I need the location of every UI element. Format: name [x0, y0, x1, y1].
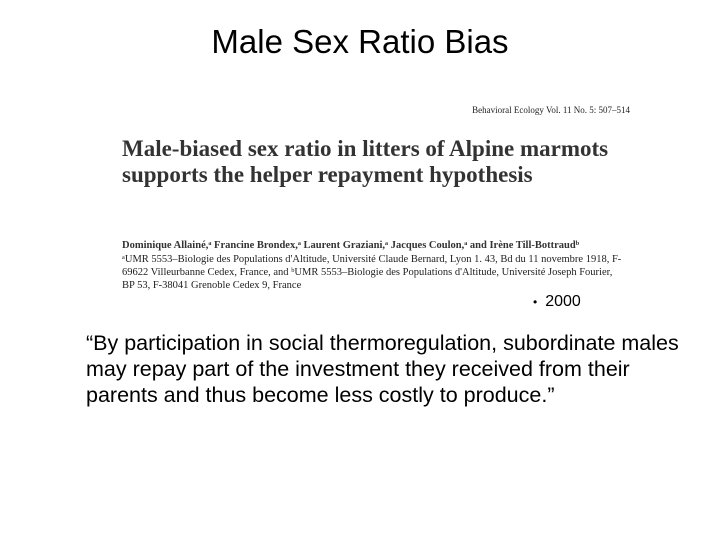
paper-affiliation: ᵃUMR 5553–Biologie des Populations d'Altitude, Université Claude Bernard, Lyon 1. 43, Bd du 11 novembre 1918, F-69622 Villeurbanne Cedex, France, and ᵇUMR 5553–Biologie des Populations d'Altitude, Université Joseph Fourier, BP 53, F-38041 Grenoble Cedex 9, France [122, 254, 622, 291]
paper-authors: Dominique Allainé,ᵃ Francine Brondex,ᵃ Laurent Graziani,ᵃ Jacques Coulon,ᵃ and Irène Till-Bottraudᵇ [122, 240, 580, 251]
quote-text: “By participation in social thermoregulation, subordinate males may repay part of the investment they received from their parents and thus become less costly to produce.” [86, 331, 679, 407]
journal-citation: Behavioral Ecology Vol. 11 No. 5: 507–514 [472, 105, 630, 115]
paper-title: Male-biased sex ratio in litters of Alpine marmots supports the helper repayment hypothesis [122, 136, 609, 187]
paper-excerpt-image [120, 104, 640, 294]
publication-year: 2000 [545, 293, 581, 310]
slide-title: Male Sex Ratio Bias [211, 23, 509, 60]
year-bullet-item [533, 293, 581, 311]
bullet-icon: • [533, 295, 538, 309]
